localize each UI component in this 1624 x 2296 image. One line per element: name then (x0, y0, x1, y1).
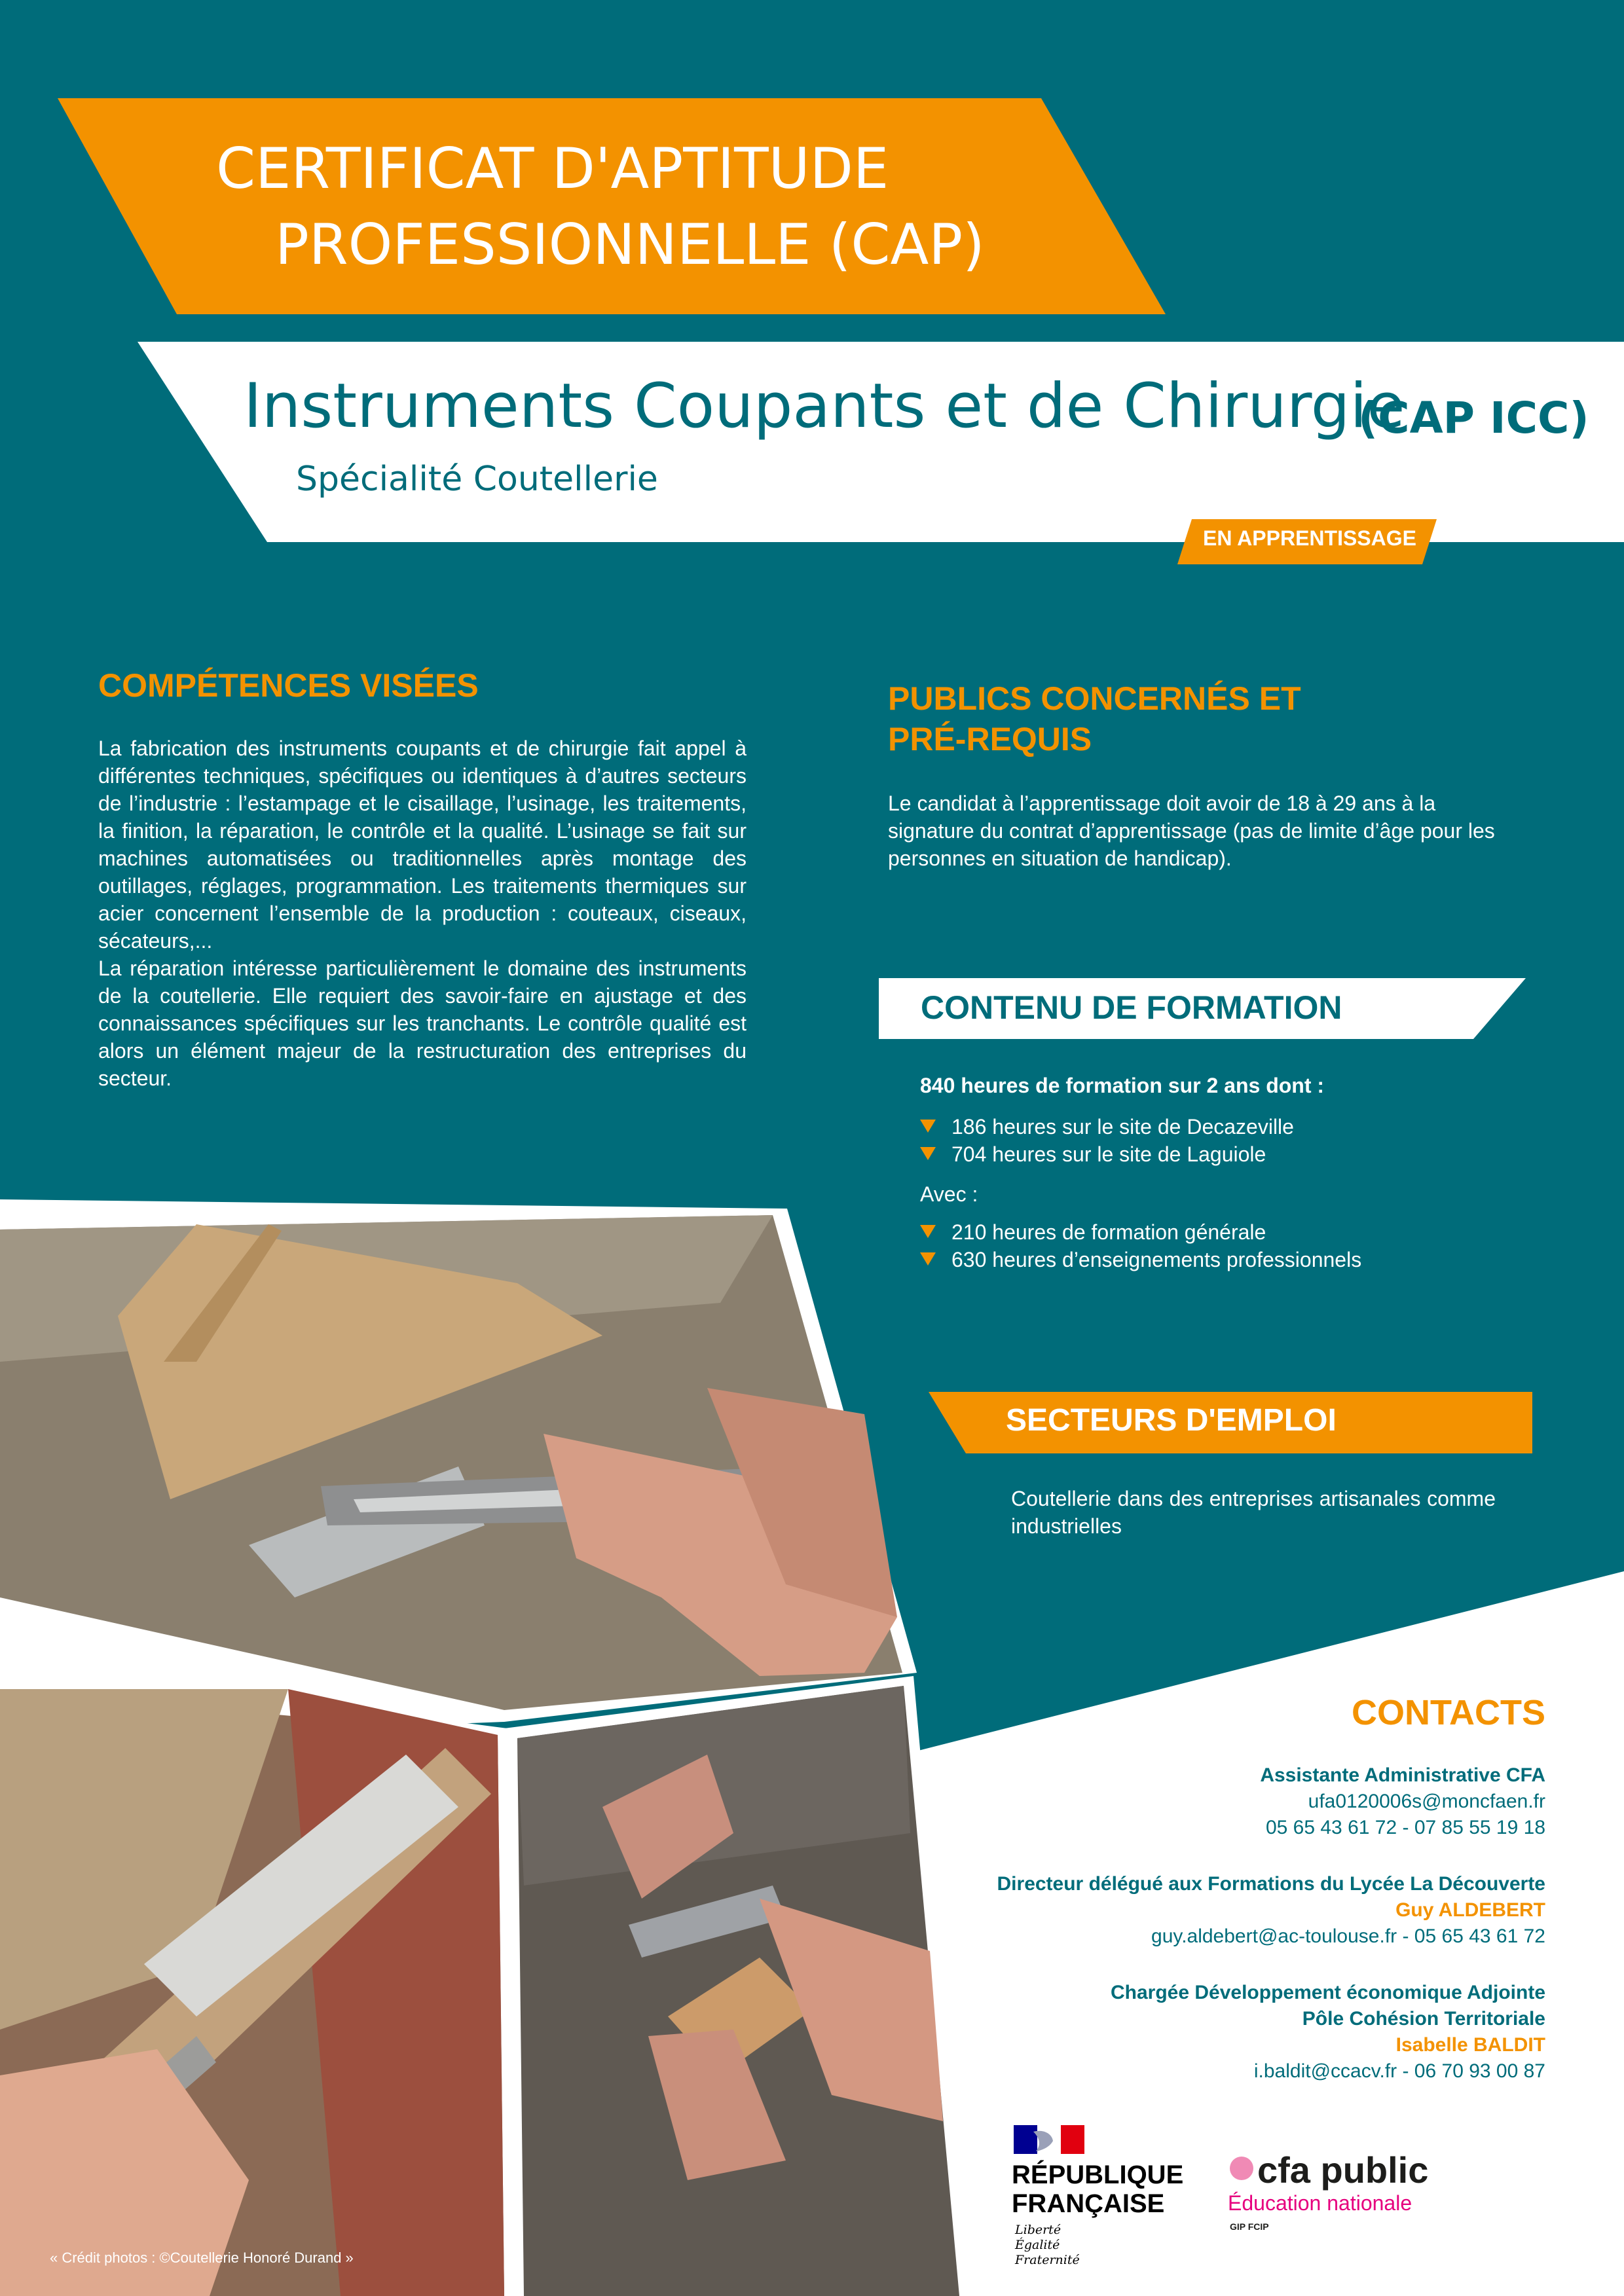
formation-code: (CAP ICC) (1358, 393, 1589, 443)
republique-motto: Liberté Égalité Fraternité (1015, 2223, 1080, 2267)
contenu-avec: Avec : (920, 1182, 978, 1206)
republique-francaise-logo: RÉPUBLIQUE FRANÇAISE (1012, 2160, 1184, 2218)
contact-name: Isabelle BALDIT (1395, 2034, 1545, 2056)
contact-assistante (1260, 1762, 1545, 1841)
publics-heading (888, 678, 1301, 759)
contact-chargee (1111, 1980, 1545, 2085)
contact-directeur (997, 1871, 1545, 1950)
apprentissage-label: EN APPRENTISSAGE (1203, 526, 1416, 550)
cap-title (216, 131, 1067, 283)
publics-heading-line2: PRÉ-REQUIS (888, 721, 1092, 757)
contact-email[interactable]: ufa0120006s@moncfaen.fr (1308, 1791, 1545, 1812)
contact-email-phone[interactable]: guy.aldebert@ac-toulouse.fr - 05 65 43 61 72 (1151, 1925, 1545, 1947)
photo-assembly (517, 1686, 959, 2296)
contenu-intro: 840 heures de formation sur 2 ans dont : (920, 1074, 1325, 1097)
photo-credit: « Crédit photos : ©Coutellerie Honoré Durand » (50, 2250, 354, 2266)
cap-title-line2: PROFESSIONNELLE (CAP) (275, 212, 985, 278)
contact-email-phone[interactable]: i.baldit@ccacv.fr - 06 70 93 00 87 (1253, 2060, 1545, 2082)
contenu-heading: CONTENU DE FORMATION (921, 989, 1342, 1026)
contenu-types-list (920, 1218, 1361, 1273)
triangle-bullet-icon (920, 1252, 936, 1266)
competences-paragraph-1: La fabrication des instruments coupants et de chirurgie fait appel à différentes techniques, spécifiques ou identiques à d’autres secteurs de l’industrie : l’estampage et le cisaillage, l’usinage, les traitements, la finition, la réparation, le contrôle et la qualité. L’usinage se fait sur machines automatisées ou traditionnelles après montage des outillages, réglages, programmation. Les traitements thermiques sur acier concernent l’ensemble de la production : couteaux, ciseaux, sécateurs,... (98, 737, 747, 953)
triangle-bullet-icon (920, 1225, 936, 1238)
contenu-sites-list (920, 1113, 1294, 1168)
cfa-gip: GIP FCIP (1230, 2221, 1269, 2232)
secteurs-heading: SECTEURS D'EMPLOI (1006, 1403, 1337, 1438)
contact-role: Chargée Développement économique Adjointe (1111, 1982, 1545, 2003)
contact-role: Assistante Administrative CFA (1260, 1764, 1545, 1786)
publics-heading-line1: PUBLICS CONCERNÉS ET (888, 680, 1301, 717)
contacts-heading: CONTACTS (1352, 1693, 1545, 1732)
cfa-public-logo: cfa public (1257, 2149, 1429, 2191)
marianne-logo-icon (1014, 2125, 1084, 2154)
formation-title: Instruments Coupants et de Chirurgie (244, 371, 1405, 442)
list-item: 630 heures d’enseignements professionnels (920, 1246, 1361, 1273)
contact-org: Pôle Cohésion Territoriale (1302, 2008, 1545, 2030)
competences-heading: COMPÉTENCES VISÉES (98, 667, 479, 704)
list-item: 704 heures sur le site de Laguiole (920, 1140, 1294, 1168)
cfa-dot-icon (1228, 2155, 1255, 2181)
cfa-subtitle: Éducation nationale (1228, 2191, 1412, 2215)
list-item: 186 heures sur le site de Decazeville (920, 1113, 1294, 1140)
contact-name: Guy ALDEBERT (1395, 1899, 1545, 1921)
triangle-bullet-icon (920, 1120, 936, 1133)
competences-paragraph-2: La réparation intéresse particulièrement le domaine des instruments de la coutellerie. Elle requiert des savoir-faire en ajustage et des connaissances spécifiques sur les tranchants. Le contrôle qualité est alors un élément majeur de la restructuration des entreprises du secteur. (98, 957, 747, 1090)
formation-subtitle: Spécialité Coutellerie (296, 460, 658, 499)
cap-title-line1: CERTIFICAT D'APTITUDE (216, 136, 889, 202)
contact-phone: 05 65 43 61 72 - 07 85 55 19 18 (1265, 1817, 1545, 1838)
triangle-bullet-icon (920, 1147, 936, 1160)
secteurs-text: Coutellerie dans des entreprises artisanales comme industrielles (1011, 1487, 1496, 1538)
list-item: 210 heures de formation générale (920, 1218, 1361, 1246)
photo-knife-file (0, 1689, 504, 2296)
publics-text: Le candidat à l’apprentissage doit avoir de 18 à 29 ans à la signature du contrat d’apprentissage (pas de limite d’âge pour les personnes en situation de handicap). (888, 792, 1495, 870)
contact-role: Directeur délégué aux Formations du Lycée La Découverte (997, 1873, 1545, 1895)
